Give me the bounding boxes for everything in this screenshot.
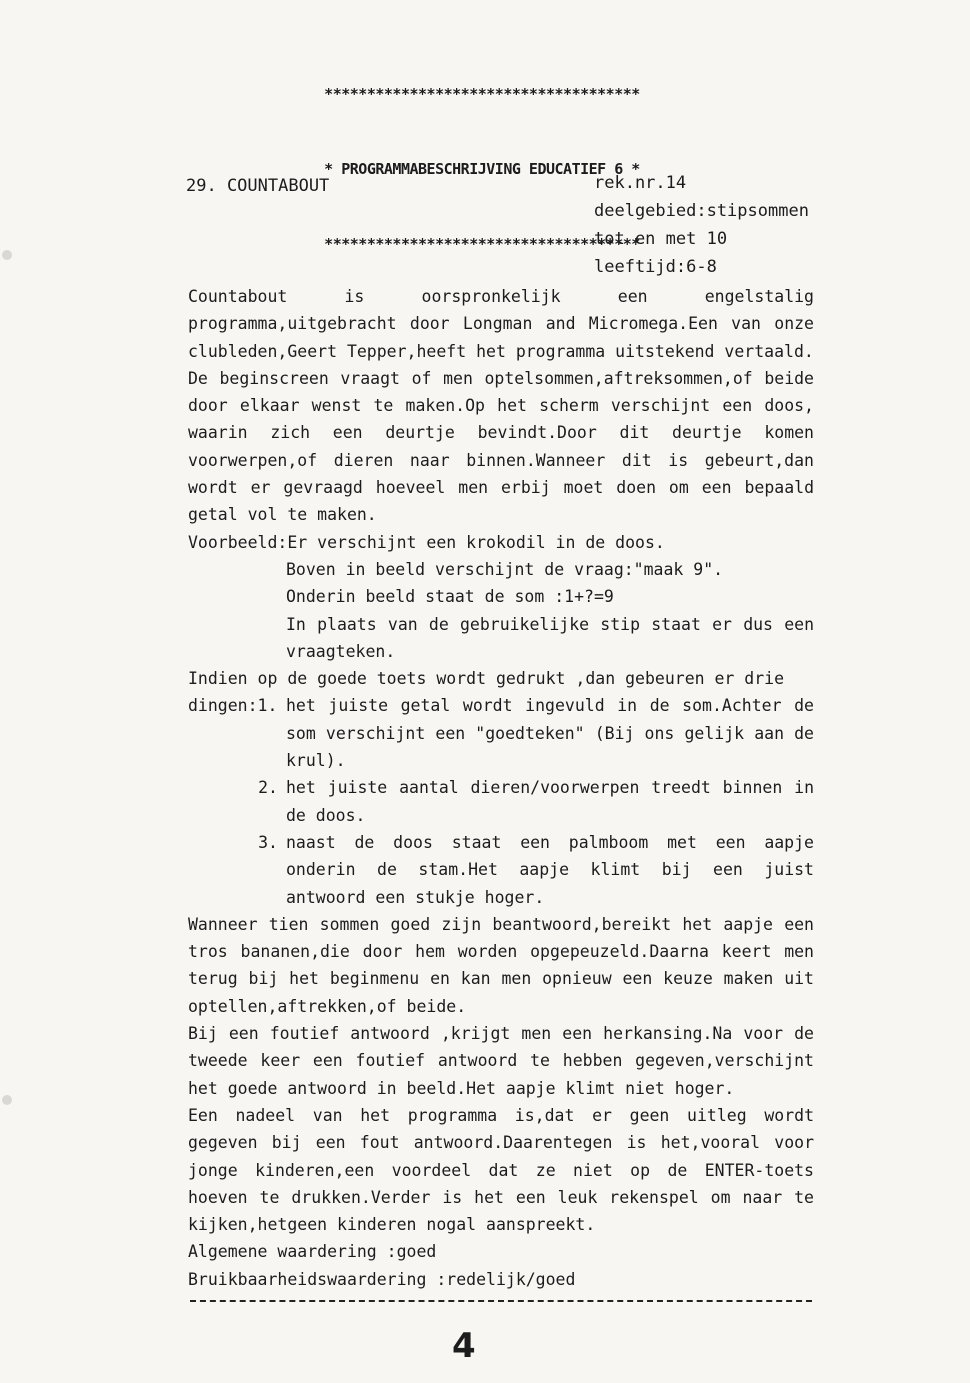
binder-hole-mark [2, 1095, 12, 1105]
example-line: Boven in beeld verschijnt de vraag:"maak 9". [286, 559, 724, 579]
example-line: Er verschijnt een krokodil in de doos. [287, 532, 665, 552]
review-body [188, 283, 814, 1293]
program-heading: 29. COUNTABOUT [186, 176, 330, 196]
rating-overall: Algemene waardering :goed [188, 1242, 437, 1262]
paragraph-ten-correct: Wanneer tien sommen goed zijn beantwoord,bereikt het aapje een tros bananen,die door hem worden opgepeuzeld.Daarna keert men terug bij het beginmenu en kan men opnieuw een keuze maken uit optellen,aftrekken,of beide. [188, 914, 814, 1016]
rating-usability: Bruikbaarheidswaardering :redelijk/goed [188, 1269, 576, 1289]
binder-hole-mark [2, 250, 12, 260]
rek-number: rek.nr.14 [594, 173, 687, 193]
subject-area: deelgebied:stipsommen [594, 201, 809, 221]
paragraph-wrong-answer: Bij een foutief antwoord ,krijgt men een herkansing.Na voor de tweede keer een foutief antwoord te hebben gegeven,verschijnt het goede antwoord in beeld.Het aapje klimt niet hoger. [188, 1024, 814, 1098]
example-block [188, 529, 814, 556]
list-item-text: het juiste aantal dieren/voorwerpen treedt binnen in de doos. [286, 778, 814, 825]
list-label: dingen:1. [188, 696, 278, 716]
paragraph-correct-answer: Indien op de goede toets wordt gedrukt ,dan gebeuren er drie [188, 669, 785, 689]
list-number: 2. [258, 778, 278, 798]
list-item-text: naast de doos staat een palmboom met een aapje onderin de stam.Het aapje klimt bij een juist antwoord een stukje hoger. [286, 832, 814, 907]
age-range: leeftijd:6-8 [594, 257, 717, 277]
paragraph-evaluation: Een nadeel van het programma is,dat er geen uitleg wordt gegeven bij een fout antwoord.Daarentegen is het,vooral voor jonge kinderen,een voordeel dat ze niet op de ENTER-toets hoeven te drukken.Verder is het een leuk rekenspel om naar te kijken,hetgeen kinderen nogal aanspreekt. [188, 1105, 814, 1235]
paragraph-description: De beginscreen vraagt of men optelsommen,aftreksommen,of beide door elkaar wenst te maken.Op het scherm verschijnt een doos, waarin zich een deurtje bevindt.Door dit deurtje komen voorwerpen,of dieren naar binnen.Wanneer dit is gebeurt,dan wordt er gevraagd hoeveel men erbij moet doen om een bepaald getal vol te maken. [188, 368, 814, 525]
list-item [188, 692, 814, 774]
banner-border-top: ************************************* [324, 85, 640, 103]
list-item [188, 774, 814, 829]
list-item [188, 829, 814, 911]
program-metadata [594, 169, 809, 281]
page-number: 4 [452, 1326, 476, 1366]
dashed-divider [190, 1300, 812, 1302]
example-line: Onderin beeld staat de som :1+?=9 [286, 587, 614, 607]
example-label: Voorbeeld: [188, 532, 288, 552]
list-item-text: het juiste getal wordt ingevuld in de som.Achter de som verschijnt een "goedteken" (Bij ons gelijk aan de krul). [286, 696, 814, 771]
subject-area-continued: tot en met 10 [594, 229, 728, 249]
banner-border-bottom: ************************************* [324, 235, 640, 253]
paragraph-intro: Countabout is oorspronkelijk een engelstalig programma,uitgebracht door Longman and Micromega.Een van onze clubleden,Geert Tepper,heeft het programma uitstekend vertaald. [188, 287, 814, 361]
list-number: 3. [258, 832, 278, 852]
banner-title: * PROGRAMMABESCHRIJVING EDUCATIEF 6 * [324, 160, 640, 178]
example-line: In plaats van de gebruikelijke stip staat er dus een vraagteken. [286, 614, 814, 661]
